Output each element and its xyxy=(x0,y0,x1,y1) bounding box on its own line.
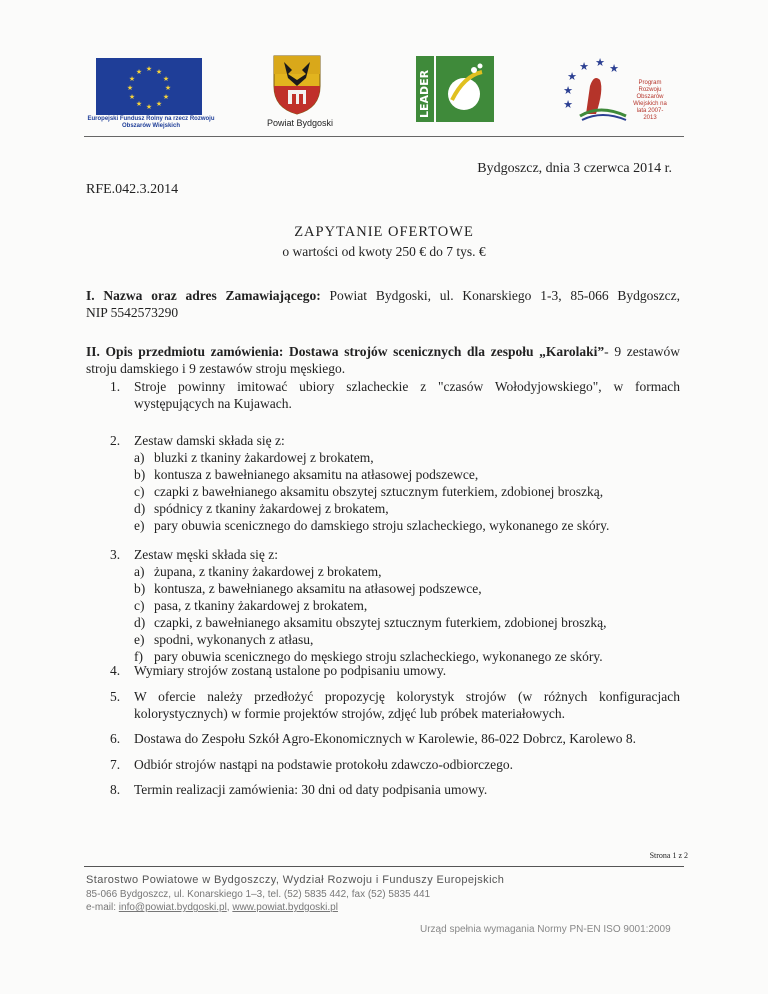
section2-text: - 9 zestawów xyxy=(604,344,680,359)
document-subtitle: o wartości od kwoty 250 € do 7 tys. € xyxy=(282,244,486,259)
footer-divider xyxy=(84,866,684,867)
sub-item: e) pary obuwia scenicznego do damskiego stroju szlacheckiego, wykonanego ze skóry. xyxy=(134,518,610,533)
leader-logo xyxy=(416,56,494,122)
svg-text:★: ★ xyxy=(162,75,170,83)
sub-item: f) pary obuwia scenicznego do męskiego stroju szlacheckiego, wykonanego ze skóry. xyxy=(134,649,603,664)
city-date: Bydgoszcz, dnia 3 czerwca 2014 r. xyxy=(477,161,672,176)
footer-organization: Starostwo Powiatowe w Bydgoszczy, Wydział Rozwoju i Funduszy Europejskich xyxy=(86,874,505,886)
list-item: 6. Dostawa do Zespołu Szkół Agro-Ekonomicznych w Karolewie, 86-022 Dobrcz, Karolewo 8. xyxy=(110,731,636,746)
svg-text:★: ★ xyxy=(145,103,153,111)
powiat-crest-logo xyxy=(270,52,324,116)
footer-contact: e-mail: info@powiat.bydgoski.pl, www.powiat.bydgoski.pl xyxy=(86,902,338,913)
list-item: 1. Stroje powinny imitować ubiory szlacheckie z "czasów Wołodyjowskiego", w formach występujących na Kujawach. xyxy=(110,379,680,411)
section-contracting-authority xyxy=(86,287,680,321)
page-number: Strona 1 z 2 xyxy=(649,851,688,860)
sub-item: e) spodni, wykonanych z atłasu, xyxy=(134,632,314,647)
prow-caption: Program Rozwoju Obszarów Wiejskich na lata 2007-2013 xyxy=(633,80,667,121)
section1-nip: NIP 5542573290 xyxy=(86,305,179,320)
document-title: ZAPYTANIE OFERTOWE xyxy=(294,224,474,240)
sub-item: b) kontusza z bawełnianego aksamitu na atłasowej podszewce, xyxy=(134,467,479,482)
list-item: 3. Zestaw męski składa się z: a) żupana, z tkaniny żakardowej z brokatem, b) kontusza, z bawełnianego aksamitu na atłasowej podszewce, c) pasa, z tkaniny żakardowej z brokatem, d) czapki, z bawełnianego aksamitu obszytej sztucznym futerkiem, zdobionej broszką, e) spodni, wykonanych z atłasu, f) pary obuwia scenicznego do męskiego stroju szlacheckiego, wykonanego ze skóry. xyxy=(110,546,680,665)
sub-item: c) czapki z bawełnianego aksamitu obszytej sztucznym futerkiem, zdobionej broszką, xyxy=(134,484,604,499)
iso-certification-note: Urząd spełnia wymagania Normy PN-EN ISO 9001:2009 xyxy=(420,924,671,935)
reference-number: RFE.042.3.2014 xyxy=(86,182,179,197)
sub-item: d) czapki, z bawełnianego aksamitu obszytej sztucznym futerkiem, zdobionej broszką, xyxy=(134,615,607,630)
svg-text:★: ★ xyxy=(164,84,172,92)
svg-text:★: ★ xyxy=(563,84,573,97)
svg-text:★: ★ xyxy=(128,75,136,83)
powiat-caption: Powiat Bydgoski xyxy=(266,118,334,128)
svg-text:★: ★ xyxy=(609,62,619,75)
svg-text:★: ★ xyxy=(135,68,143,76)
sub-item: a) bluzki z tkaniny żakardowej z brokatem, xyxy=(134,450,374,465)
section2-heading: II. Opis przedmiotu zamówienia: Dostawa strojów scenicznych dla zespołu „Karolaki” xyxy=(86,344,605,359)
svg-text:★: ★ xyxy=(145,65,153,73)
svg-text:★: ★ xyxy=(595,56,605,69)
section1-heading: I. Nazwa oraz adres Zamawiającego: xyxy=(86,288,321,303)
section-subject xyxy=(86,343,680,377)
list-item: 5. W ofercie należy przedłożyć propozycję kolorystyk strojów (w różnych konfiguracjach kolorystycznych) w formie projektów strojów, zdjęć lub próbek materiałowych. xyxy=(110,689,680,721)
eu-flag-logo xyxy=(96,58,202,115)
website-link[interactable]: www.powiat.bydgoski.pl xyxy=(232,902,338,913)
eu-fund-caption: Europejski Fundusz Rolny na rzecz Rozwoju Obszarów Wiejskich xyxy=(87,116,215,129)
svg-text:★: ★ xyxy=(155,68,163,76)
list-item: 8. Termin realizacji zamówienia: 30 dni od daty podpisania umowy. xyxy=(110,782,488,797)
leader-icon xyxy=(416,56,494,122)
sub-item: a) żupana, z tkaniny żakardowej z brokatem, xyxy=(134,564,382,579)
sub-item: b) kontusza, z bawełnianego aksamitu na atłasowej podszewce, xyxy=(134,581,482,596)
email-link[interactable]: info@powiat.bydgoski.pl xyxy=(118,902,227,913)
svg-text:★: ★ xyxy=(135,100,143,108)
list-item: 2. Zestaw damski składa się z: a) bluzki z tkaniny żakardowej z brokatem, b) kontusza z bawełnianego aksamitu na atłasowej podszewce, c) czapki z bawełnianego aksamitu obszytej sztucznym futerkiem, zdobionej broszką, d) spódnicy z tkaniny żakardowej z brokatem, e) pary obuwia scenicznego do damskiego stroju szlacheckiego, wykonanego ze skóry. xyxy=(110,432,680,534)
sub-item: c) pasa, z tkaniny żakardowej z brokatem, xyxy=(134,598,368,613)
header-divider xyxy=(84,136,684,137)
list-item: 4. Wymiary strojów zostaną ustalone po podpisaniu umowy. xyxy=(110,663,447,678)
list-item: 7. Odbiór strojów nastąpi na podstawie protokołu zdawczo-odbiorczego. xyxy=(110,757,514,772)
sub-item: d) spódnicy z tkaniny żakardowej z brokatem, xyxy=(134,501,389,516)
coat-of-arms-icon xyxy=(270,52,324,116)
svg-text:★: ★ xyxy=(162,93,170,101)
eu-stars-icon xyxy=(96,58,202,115)
svg-text:★: ★ xyxy=(563,98,573,111)
svg-text:★: ★ xyxy=(126,84,134,92)
leader-text: LEADER xyxy=(418,69,431,118)
svg-text:★: ★ xyxy=(567,70,577,83)
section1-text: Powiat Bydgoski, ul. Konarskiego 1-3, 85-066 Bydgoszcz, xyxy=(320,288,680,303)
svg-text:★: ★ xyxy=(128,93,136,101)
svg-text:★: ★ xyxy=(155,100,163,108)
section2-text2: stroju damskiego i 9 zestawów stroju męskiego. xyxy=(86,361,346,376)
svg-text:★: ★ xyxy=(579,60,589,73)
footer-address: 85-066 Bydgoszcz, ul. Konarskiego 1–3, tel. (52) 5835 442, fax (52) 5835 441 xyxy=(86,889,431,900)
